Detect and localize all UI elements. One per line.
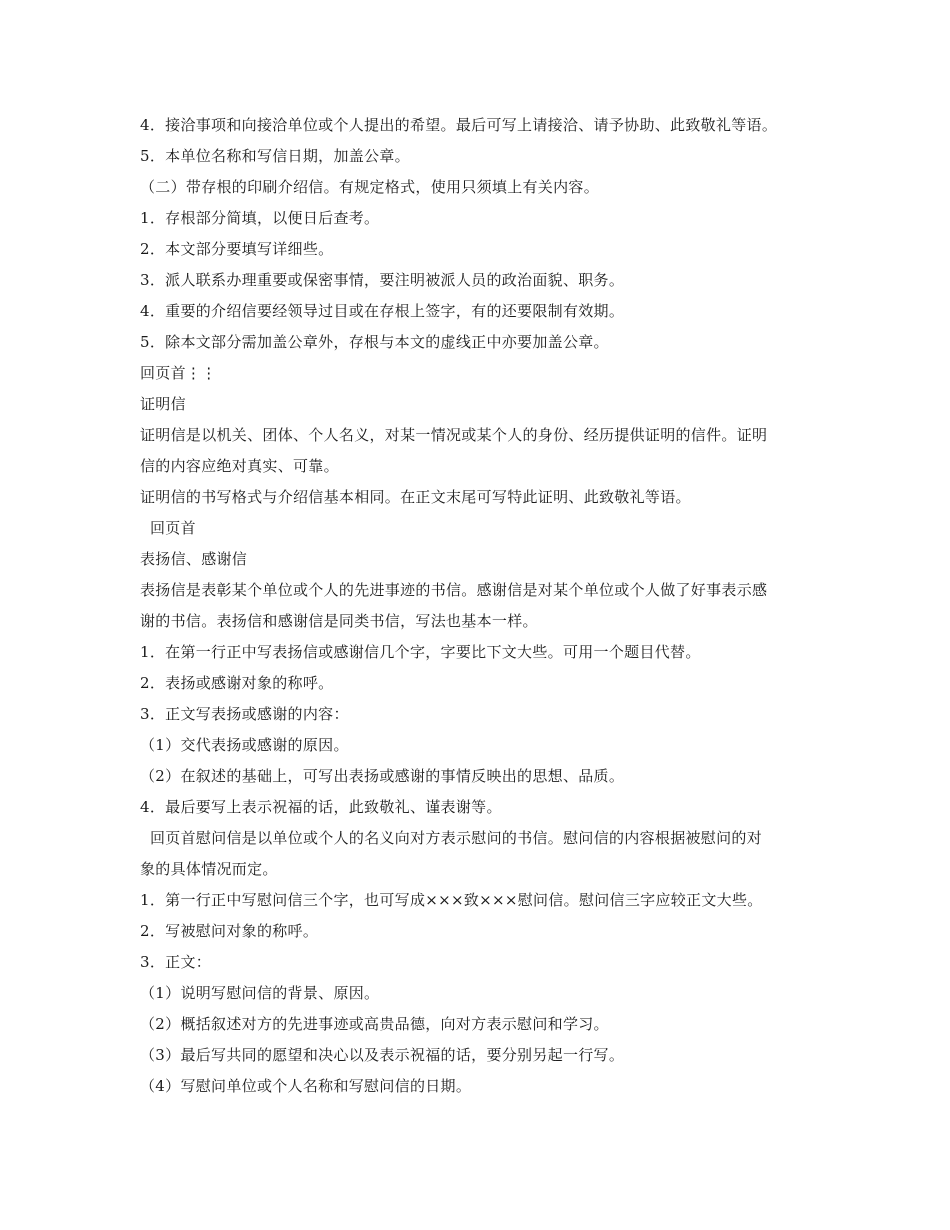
text-line: （4）写慰问单位或个人名称和写慰问信的日期。 bbox=[140, 1077, 472, 1095]
back-to-top-link[interactable]: 回页首⋮⋮ bbox=[140, 364, 217, 382]
text-line: 证明信的书写格式与介绍信基本相同。在正文末尾可写特此证明、此致敬礼等语。 bbox=[140, 488, 691, 506]
text-line: （2）概括叙述对方的先进事迹或高贵品德，向对方表示慰问和学习。 bbox=[140, 1015, 609, 1033]
text-line: 表扬信是表彰某个单位或个人的先进事迹的书信。感谢信是对某个单位或个人做了好事表示感 bbox=[140, 581, 768, 599]
back-to-top-link[interactable]: 回页首 bbox=[150, 519, 196, 537]
text-line: （1）说明写慰问信的背景、原因。 bbox=[140, 984, 380, 1002]
text-line: 谢的书信。表扬信和感谢信是同类书信，写法也基本一样。 bbox=[140, 612, 538, 630]
text-line: 1．存根部分简填，以便日后查考。 bbox=[140, 209, 380, 227]
text-line: 2．本文部分要填写详细些。 bbox=[140, 240, 334, 258]
text-line: 4．接洽事项和向接洽单位或个人提出的希望。最后可写上请接洽、请予协助、此致敬礼等语。 bbox=[140, 116, 778, 134]
text-line: 2．表扬或感谢对象的称呼。 bbox=[140, 674, 334, 692]
text-line: 信的内容应绝对真实、可靠。 bbox=[140, 457, 339, 475]
text-line: 证明信是以机关、团体、个人名义，对某一情况或某个人的身份、经历提供证明的信件。证明 bbox=[140, 426, 768, 444]
text-line: （3）最后写共同的愿望和决心以及表示祝福的话，要分别另起一行写。 bbox=[140, 1046, 625, 1064]
text-line: （2）在叙述的基础上，可写出表扬或感谢的事情反映出的思想、品质。 bbox=[140, 767, 625, 785]
document-body bbox=[140, 110, 812, 1102]
text-line: 2．写被慰问对象的称呼。 bbox=[140, 922, 319, 940]
text-line: 3．正文写表扬或感谢的内容： bbox=[140, 705, 349, 723]
text-line: 4．重要的介绍信要经领导过目或在存根上签字，有的还要限制有效期。 bbox=[140, 302, 625, 320]
text-line: 1．在第一行正中写表扬信或感谢信几个字，字要比下文大些。可用一个题目代替。 bbox=[140, 643, 701, 661]
text-line: 回页首慰问信是以单位或个人的名义向对方表示慰问的书信。慰问信的内容根据被慰问的对 bbox=[150, 829, 763, 847]
text-line: 5．本单位名称和写信日期，加盖公章。 bbox=[140, 147, 410, 165]
text-line: 3．派人联系办理重要或保密事情，要注明被派人员的政治面貌、职务。 bbox=[140, 271, 625, 289]
text-line: 5．除本文部分需加盖公章外，存根与本文的虚线正中亦要加盖公章。 bbox=[140, 333, 609, 351]
text-line: 象的具体情况而定。 bbox=[140, 860, 278, 878]
text-line: （1）交代表扬或感谢的原因。 bbox=[140, 736, 349, 754]
text-line: 4．最后要写上表示祝福的话，此致敬礼、谨表谢等。 bbox=[140, 798, 502, 816]
text-line: 3．正文： bbox=[140, 953, 212, 971]
text-line: 1．第一行正中写慰问信三个字，也可写成×××致×××慰问信。慰问信三字应较正文大些。 bbox=[140, 891, 763, 909]
section-heading: 证明信 bbox=[140, 395, 186, 413]
text-line: （二）带存根的印刷介绍信。有规定格式，使用只须填上有关内容。 bbox=[140, 178, 600, 196]
section-heading: 表扬信、感谢信 bbox=[140, 550, 248, 568]
